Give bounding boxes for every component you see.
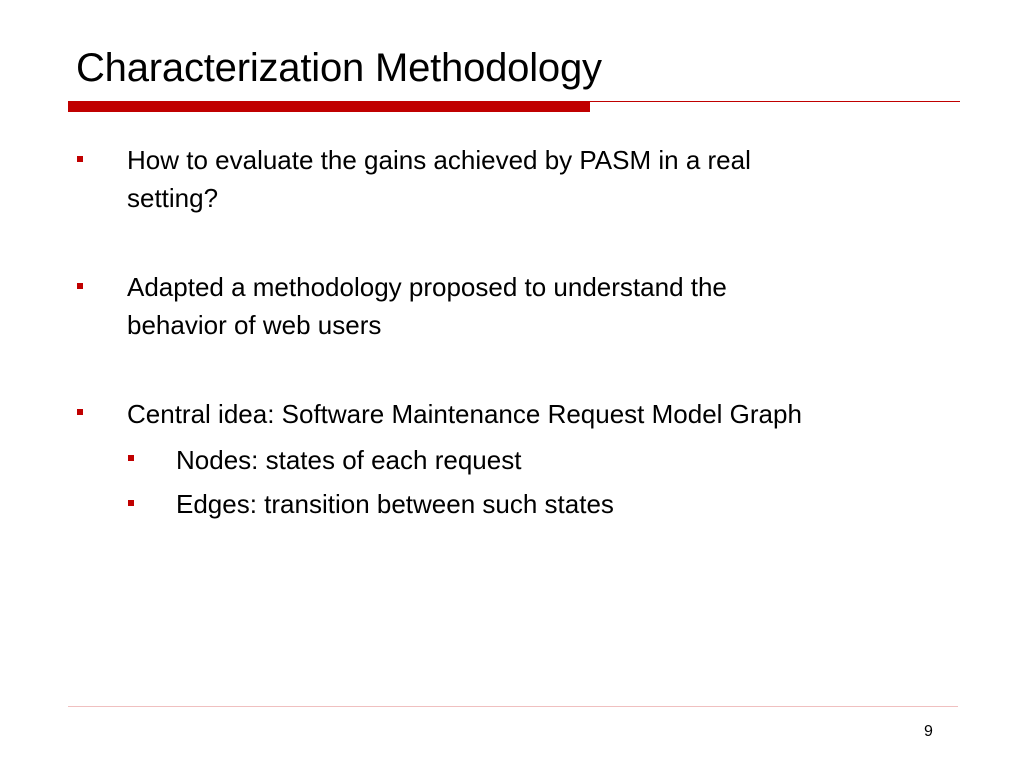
- sub-bullet-marker: [128, 455, 134, 461]
- bullet-text-line: behavior of web users: [127, 310, 382, 340]
- sub-bullet-marker: [128, 500, 134, 506]
- footer-divider: [68, 706, 958, 707]
- bullet-marker: [77, 156, 83, 162]
- sub-bullet-text: Nodes: states of each request: [176, 445, 522, 475]
- bullet-marker: [77, 283, 83, 289]
- title-underline-thick: [68, 101, 590, 112]
- page-number: 9: [924, 723, 933, 740]
- bullet-marker: [77, 409, 83, 415]
- bullet-text-line: How to evaluate the gains achieved by PASM in a real: [127, 145, 751, 175]
- slide-title: Characterization Methodology: [76, 46, 602, 90]
- bullet-text-line: Central idea: Software Maintenance Request Model Graph: [127, 399, 802, 429]
- title-underline-thin: [590, 101, 960, 102]
- bullet-text-line: Adapted a methodology proposed to understand the: [127, 272, 727, 302]
- bullet-text-line: setting?: [127, 183, 219, 213]
- sub-bullet-text: Edges: transition between such states: [176, 489, 614, 519]
